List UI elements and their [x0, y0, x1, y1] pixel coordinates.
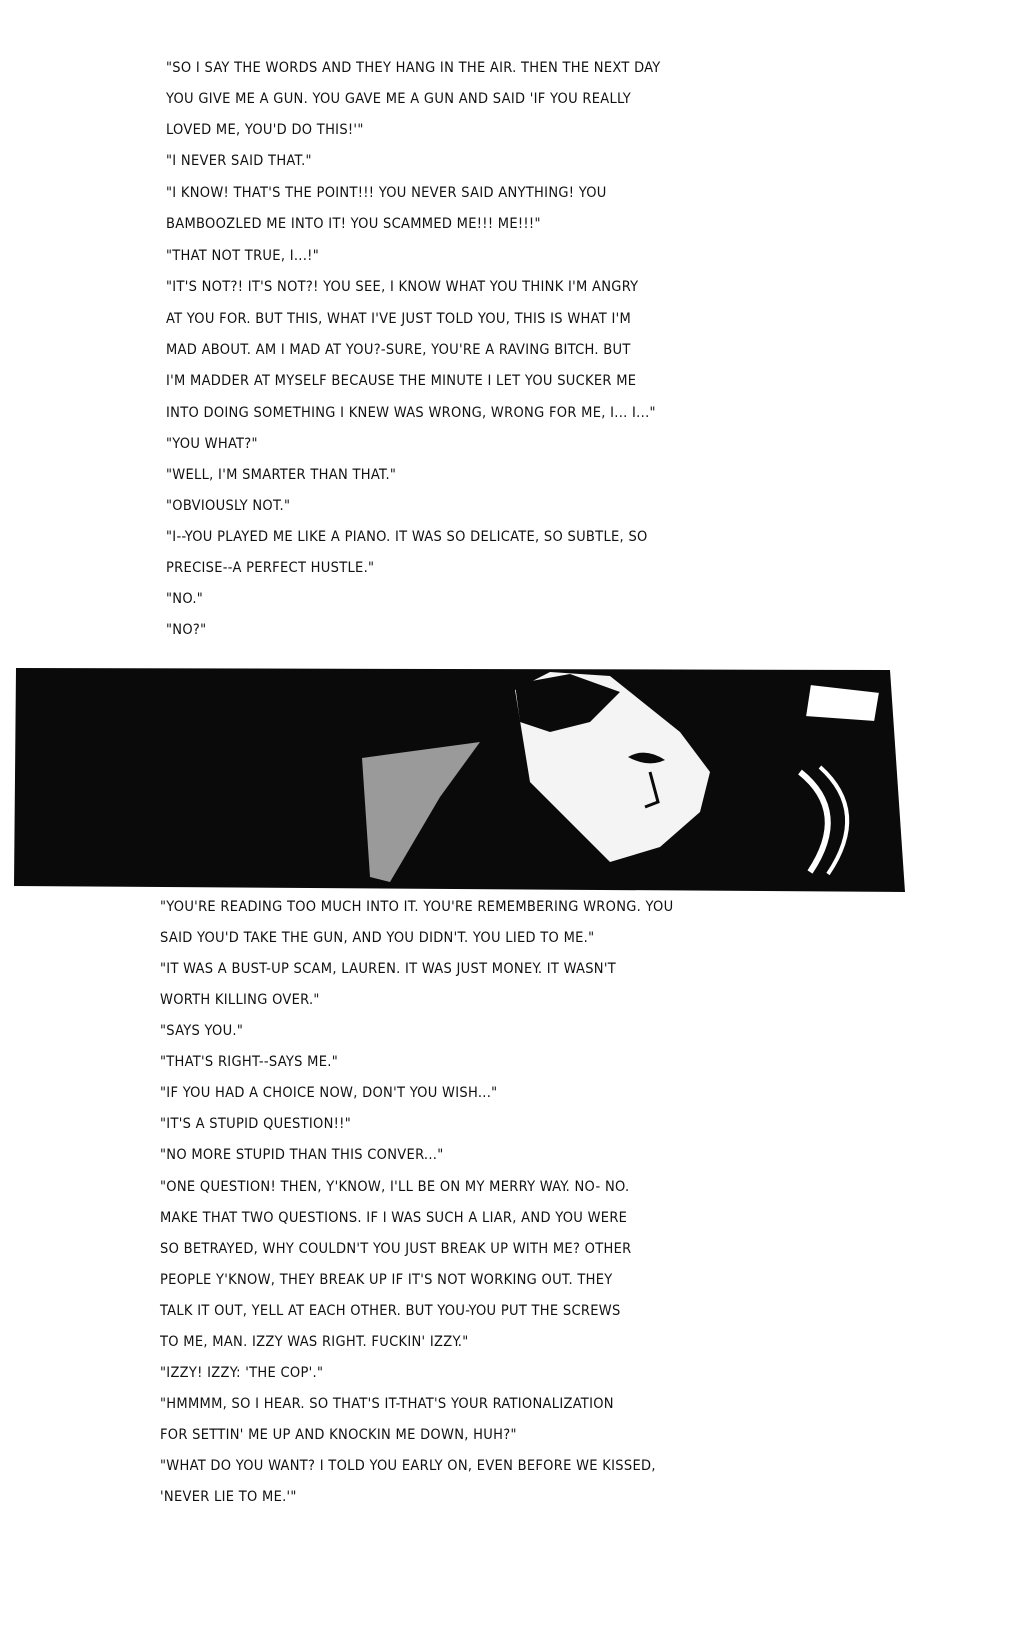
text-line: "I KNOW! THAT'S THE POINT!!! YOU NEVER SAID ANYTHING! YOU	[166, 185, 607, 201]
text-line: "NO MORE STUPID THAN THIS CONVER..."	[160, 1147, 444, 1163]
text-line: "OBVIOUSLY NOT."	[166, 498, 291, 514]
text-line: TALK IT OUT, YELL AT EACH OTHER. BUT YOU-YOU PUT THE SCREWS	[160, 1303, 621, 1319]
text-line: SO BETRAYED, WHY COULDN'T YOU JUST BREAK UP WITH ME? OTHER	[160, 1241, 632, 1257]
comic-panel-illustration	[10, 662, 910, 900]
text-line: "IZZY! IZZY: 'THE COP'."	[160, 1365, 324, 1381]
text-line: "IT'S NOT?! IT'S NOT?! YOU SEE, I KNOW WHAT YOU THINK I'M ANGRY	[166, 279, 639, 295]
text-line: PEOPLE Y'KNOW, THEY BREAK UP IF IT'S NOT WORKING OUT. THEY	[160, 1272, 613, 1288]
text-line: AT YOU FOR. BUT THIS, WHAT I'VE JUST TOLD YOU, THIS IS WHAT I'M	[166, 311, 632, 327]
text-line: "SO I SAY THE WORDS AND THEY HANG IN THE AIR. THEN THE NEXT DAY	[166, 60, 661, 76]
text-line: BAMBOOZLED ME INTO IT! YOU SCAMMED ME!!! ME!!!"	[166, 216, 541, 232]
text-line: "IT'S A STUPID QUESTION!!"	[160, 1116, 351, 1132]
text-line: "YOU'RE READING TOO MUCH INTO IT. YOU'RE REMEMBERING WRONG. YOU	[160, 899, 674, 915]
text-line: "NO?"	[166, 622, 207, 638]
text-line: "ONE QUESTION! THEN, Y'KNOW, I'LL BE ON MY MERRY WAY. NO- NO.	[160, 1179, 630, 1195]
text-line: "IF YOU HAD A CHOICE NOW, DON'T YOU WISH..."	[160, 1085, 498, 1101]
text-line: MAD ABOUT. AM I MAD AT YOU?-SURE, YOU'RE A RAVING BITCH. BUT	[166, 342, 631, 358]
text-line: WORTH KILLING OVER."	[160, 992, 320, 1008]
text-line: MAKE THAT TWO QUESTIONS. IF I WAS SUCH A LIAR, AND YOU WERE	[160, 1210, 628, 1226]
text-line: SAID YOU'D TAKE THE GUN, AND YOU DIDN'T. YOU LIED TO ME."	[160, 930, 595, 946]
panel-black-background	[14, 668, 905, 892]
text-line: "NO."	[166, 591, 204, 607]
text-line: PRECISE--A PERFECT HUSTLE."	[166, 560, 375, 576]
text-line: INTO DOING SOMETHING I KNEW WAS WRONG, WRONG FOR ME, I... I..."	[166, 405, 656, 421]
text-line: FOR SETTIN' ME UP AND KNOCKIN ME DOWN, HUH?"	[160, 1427, 517, 1443]
text-line: "HMMMM, SO I HEAR. SO THAT'S IT-THAT'S YOUR RATIONALIZATION	[160, 1396, 614, 1412]
text-line: "WELL, I'M SMARTER THAN THAT."	[166, 467, 397, 483]
text-line: YOU GIVE ME A GUN. YOU GAVE ME A GUN AND SAID 'IF YOU REALLY	[166, 91, 631, 107]
text-line: "THAT'S RIGHT--SAYS ME."	[160, 1054, 338, 1070]
text-line: "YOU WHAT?"	[166, 436, 258, 452]
text-line: "I--YOU PLAYED ME LIKE A PIANO. IT WAS SO DELICATE, SO SUBTLE, SO	[166, 529, 648, 545]
text-line: 'NEVER LIE TO ME.'"	[160, 1489, 297, 1505]
text-line: LOVED ME, YOU'D DO THIS!'"	[166, 122, 364, 138]
text-line: "IT WAS A BUST-UP SCAM, LAUREN. IT WAS JUST MONEY. IT WASN'T	[160, 961, 617, 977]
text-line: "THAT NOT TRUE, I...!"	[166, 248, 320, 264]
text-line: TO ME, MAN. IZZY WAS RIGHT. FUCKIN' IZZY."	[160, 1334, 469, 1350]
text-line: "WHAT DO YOU WANT? I TOLD YOU EARLY ON, EVEN BEFORE WE KISSED,	[160, 1458, 656, 1474]
text-line: I'M MADDER AT MYSELF BECAUSE THE MINUTE I LET YOU SUCKER ME	[166, 373, 637, 389]
text-line: "SAYS YOU."	[160, 1023, 244, 1039]
text-line: "I NEVER SAID THAT."	[166, 153, 312, 169]
